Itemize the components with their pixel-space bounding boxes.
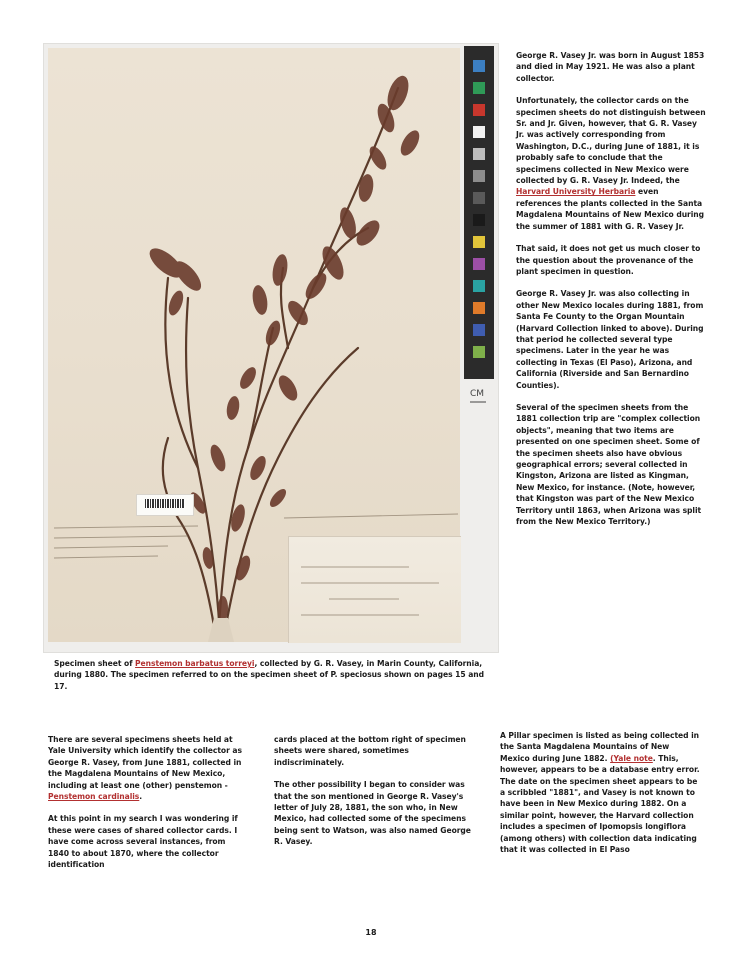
barcode-label bbox=[136, 494, 194, 516]
paragraph: At this point in my search I was wondering if these were cases of shared collector cards. I have come across several instances, from 1840 to about 1870, where the collector identification bbox=[48, 814, 238, 870]
penstemon-cardinalis-link[interactable]: Penstemon cardinalis bbox=[48, 792, 140, 802]
caption-text: Specimen sheet of bbox=[54, 659, 136, 668]
paragraph-text: . bbox=[139, 792, 143, 802]
yale-note-link[interactable]: (Yale note bbox=[610, 753, 653, 763]
paragraph bbox=[500, 730, 700, 855]
paragraph-text: even references the plants collected in the Santa Magdalena Mountains of New Mexico during the summer of 1881 with G. R. Vasey Jr. bbox=[516, 187, 705, 231]
collector-label bbox=[288, 536, 461, 643]
paragraph: The other possibility I began to consider was that the son mentioned in George R. Vasey's letter of July 28, 1881, the son who, in New Mexico, had collected some of the specimens being sent to Watson, was also named George R. Vasey. bbox=[274, 780, 471, 847]
svg-text:CM: CM bbox=[470, 389, 485, 399]
herbarium-sheet bbox=[48, 48, 460, 642]
harvard-herbaria-link[interactable]: Harvard University Herbaria bbox=[516, 187, 636, 197]
caption-link[interactable]: Penstemon barbatus torreyi bbox=[135, 659, 255, 668]
paragraph: cards placed at the bottom right of specimen sheets were shared, sometimes indiscriminately. bbox=[274, 735, 466, 767]
figure-caption bbox=[54, 658, 494, 692]
paragraph-text: . This, however, appears to be a database entry error. The date on the specimen sheet appears to be a scribbled "1881", and Vasey is not known to have been in New Mexico during 1882. On a similar point, however, the Harvard collection includes a specimen of Ipomopsis longiflora (among others) with collection data indicating that it was collected in El Paso bbox=[500, 753, 700, 855]
paragraph bbox=[516, 95, 706, 232]
bottom-column-3 bbox=[500, 730, 700, 866]
caption-text-rest: , collected by G. R. Vasey, in Marin County, California, during 1880. The specimen referred to on the specimen sheet of P. speciosus shown on pages 15 and 17. bbox=[54, 659, 485, 691]
paragraph: George R. Vasey Jr. was also collecting in other New Mexico locales during 1881, from Santa Fe County to the Organ Mountain (Harvard Collection linked to above). During that period he collected several type specimens. Later in the year he was collecting in Texas (El Paso), Arizona, and California (Riverside and San Bernardino Counties). bbox=[516, 289, 704, 390]
right-column bbox=[516, 50, 706, 538]
paragraph-text: Unfortunately, the collector cards on the specimen sheets do not distinguish between Sr. and Jr. Given, however, that G. R. Vasey Jr. was actively corresponding from Washington, D.C., during June of 1881, it is probably safe to conclude that the specimens collected in New Mexico were collected by G. R. Vasey Jr. Indeed, the bbox=[516, 96, 706, 186]
paragraph-text: There are several specimens sheets held at Yale University which identify the collector as George R. Vasey, from June 1881, collected in the Magdalena Mountains of New Mexico, including at least one (other) penstemon - bbox=[48, 735, 242, 790]
specimen-photo bbox=[44, 44, 498, 652]
scale-icon bbox=[468, 384, 488, 410]
color-calibration-strip bbox=[464, 46, 494, 379]
paragraph-text: A Pillar specimen is listed as being collected in the Santa Magdalena Mountains of New Mexico during June 1882. bbox=[500, 731, 700, 763]
bottom-column-1 bbox=[48, 734, 248, 881]
paragraph: That said, it does not get us much closer to the question about the provenance of the plant specimen in question. bbox=[516, 244, 701, 276]
bottom-column-2 bbox=[274, 734, 474, 859]
page-number: 18 bbox=[365, 928, 377, 937]
paragraph: George R. Vasey Jr. was born in August 1853 and died in May 1921. He was also a plant collector. bbox=[516, 51, 705, 83]
paragraph bbox=[48, 734, 248, 802]
paragraph: Several of the specimen sheets from the 1881 collection trip are "complex collection objects", meaning that two items are presented on one specimen sheet. Some of the specimen sheets also have obvious geographical errors; several collected in Kingston, Arizona are listed as Kingman, New Mexico, for instance. (Note, however, that Kingston was part of the New Mexico Territory until 1863, when Arizona was split from the New Mexico Territory.) bbox=[516, 402, 702, 527]
